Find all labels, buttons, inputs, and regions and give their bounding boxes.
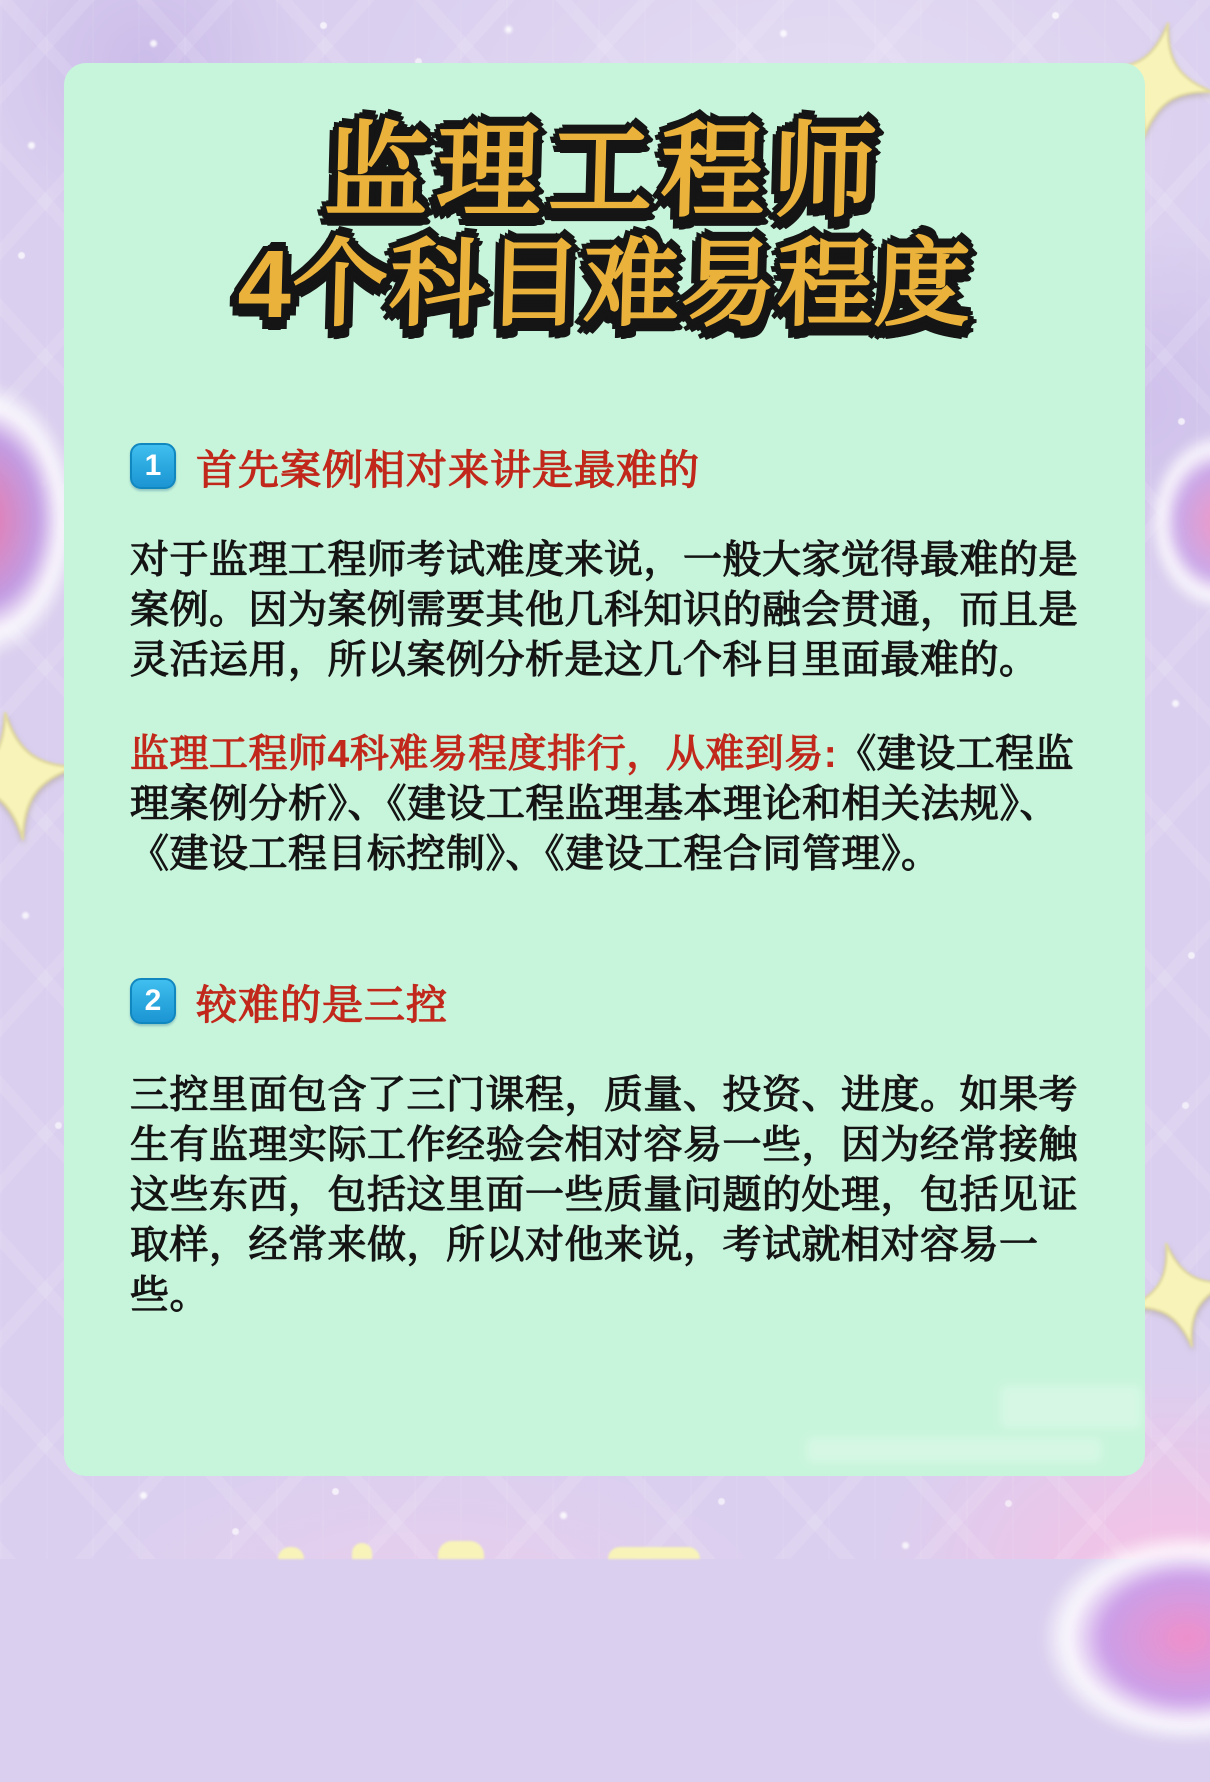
cloud-tip-icon <box>608 1547 700 1559</box>
section-1-highlight-black: 《建设工程监理案例分析》、《建设工程监理基本理论和相关法规》、《建设工程目标控制》、《建设工程合同管理》。 <box>130 732 1075 876</box>
blurred-watermark <box>1000 1385 1142 1429</box>
section-1-body: 对于监理工程师考试难度来说，一般大家觉得最难的是案例。因为案例需要其他几科知识的融会贯通，而且是灵活运用，所以案例分析是这几个科目里面最难的。 <box>130 538 1079 682</box>
section-1 <box>130 437 1079 880</box>
page-title-line1: 监理工程师 <box>322 114 887 230</box>
section-2-header <box>130 972 1079 1031</box>
section-1-highlight <box>130 730 1079 880</box>
content-card <box>64 63 1145 1476</box>
page-title-line2: 4个科目难易程度 <box>236 231 973 339</box>
section-1-number-badge: 1 <box>130 443 176 489</box>
cloud-tip-icon <box>352 1543 372 1559</box>
section-2-body: 三控里面包含了三门课程，质量、投资、进度。如果考生有监理实际工作经验会相对容易一些，因为经常接触这些东西，包括这里面一些质量问题的处理，包括见证取样，经常来做，所以对他来说，考试就相对容易一些。 <box>130 1073 1079 1317</box>
page-title <box>130 115 1079 341</box>
blurred-watermark <box>806 1437 1102 1463</box>
section-2-heading: 较难的是三控 <box>196 981 448 1028</box>
section-1-heading: 首先案例相对来讲是最难的 <box>196 446 700 493</box>
section-1-header <box>130 437 1079 496</box>
sparkle-dots-icon <box>0 0 7 7</box>
section-1-highlight-red: 监理工程师4科难易程度排行，从难到易: <box>130 732 838 776</box>
section-2 <box>130 972 1079 1321</box>
cloud-tip-icon <box>438 1541 484 1559</box>
section-2-number-badge: 2 <box>130 978 176 1024</box>
